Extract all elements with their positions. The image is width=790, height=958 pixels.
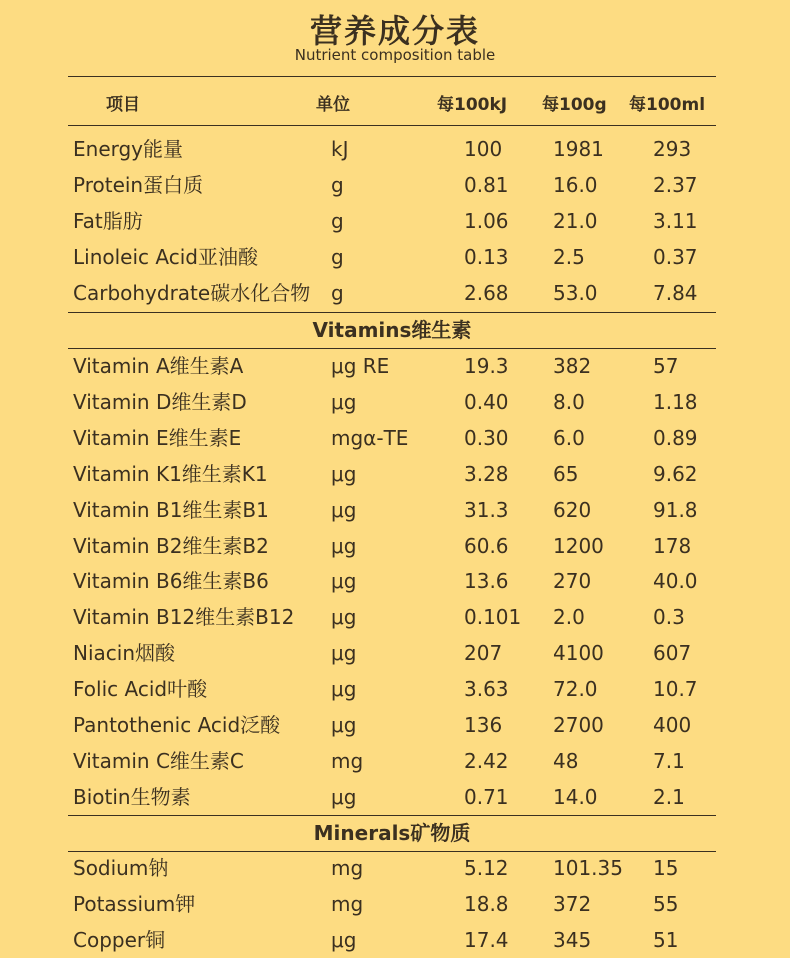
nutrient-name: Potassium钾 — [73, 892, 196, 916]
value-per-100kj: 0.13 — [464, 245, 509, 269]
value-per-100kj: 1.06 — [464, 209, 509, 233]
value-per-100ml: 3.11 — [653, 209, 698, 233]
unit-cell: μg RE — [331, 354, 390, 378]
nutrient-name: Sodium钠 — [73, 856, 169, 880]
value-per-100ml: 9.62 — [653, 461, 698, 486]
table-row — [0, 275, 790, 311]
value-per-100g: 1981 — [553, 137, 604, 161]
header-top-rule — [68, 76, 716, 77]
table-row — [0, 239, 790, 275]
value-per-100ml: 2.1 — [653, 784, 685, 809]
table-row — [0, 850, 790, 886]
unit-cell: μg — [331, 497, 357, 522]
vitamins-section-title: Vitamins维生素 — [312, 318, 472, 342]
value-per-100ml: 0.37 — [653, 245, 698, 269]
header-unit: 单位 — [316, 95, 350, 115]
header-per-100g: 每100g — [542, 95, 607, 115]
table-row — [0, 671, 790, 707]
header-bottom-rule — [68, 125, 716, 126]
unit-cell: μg — [331, 784, 357, 809]
value-per-100kj: 207 — [464, 641, 503, 666]
value-per-100kj: 3.28 — [464, 461, 509, 486]
value-per-100kj: 60.6 — [464, 533, 509, 558]
value-per-100g: 16.0 — [553, 173, 598, 197]
table-row — [0, 492, 790, 528]
value-per-100kj: 100 — [464, 137, 503, 161]
value-per-100g: 8.0 — [553, 389, 585, 414]
value-per-100ml: 40.0 — [653, 569, 698, 594]
nutrient-name: Pantothenic Acid泛酸 — [73, 713, 281, 737]
table-subtitle: Nutrient composition table — [294, 46, 496, 64]
table-row — [0, 635, 790, 671]
unit-cell: μg — [331, 713, 357, 737]
value-per-100ml: 400 — [653, 713, 692, 737]
value-per-100ml: 91.8 — [653, 497, 698, 522]
unit-cell: g — [331, 245, 344, 269]
value-per-100ml: 0.3 — [653, 605, 685, 630]
unit-cell: μg — [331, 677, 357, 702]
nutrient-name: Energy能量 — [73, 137, 184, 161]
nutrient-name: Vitamin C维生素C — [73, 748, 244, 773]
unit-cell: μg — [331, 605, 357, 630]
header-item: 项目 — [106, 95, 140, 115]
table-row — [0, 131, 790, 167]
nutrient-name: Vitamin A维生素A — [73, 354, 244, 378]
table-row — [0, 599, 790, 635]
value-per-100kj: 18.8 — [464, 892, 509, 916]
table-row — [0, 203, 790, 239]
nutrient-name: Linoleic Acid亚油酸 — [73, 245, 258, 269]
value-per-100ml: 51 — [653, 928, 679, 952]
value-per-100ml: 7.84 — [653, 281, 698, 305]
unit-cell: mg — [331, 748, 364, 773]
value-per-100kj: 0.71 — [464, 784, 509, 809]
value-per-100g: 6.0 — [553, 425, 585, 450]
value-per-100g: 14.0 — [553, 784, 598, 809]
value-per-100ml: 293 — [653, 137, 692, 161]
value-per-100g: 48 — [553, 748, 579, 773]
table-row — [0, 528, 790, 564]
table-row — [0, 563, 790, 599]
value-per-100ml: 178 — [653, 533, 692, 558]
value-per-100g: 620 — [553, 497, 592, 522]
nutrient-name: Fat脂肪 — [73, 209, 143, 233]
value-per-100g: 372 — [553, 892, 592, 916]
header-per-100kj: 每100kJ — [437, 95, 508, 115]
value-per-100ml: 2.37 — [653, 173, 698, 197]
value-per-100kj: 0.81 — [464, 173, 509, 197]
table-row — [0, 886, 790, 922]
table-row — [0, 922, 790, 958]
value-per-100kj: 13.6 — [464, 569, 509, 594]
value-per-100kj: 3.63 — [464, 677, 509, 702]
value-per-100kj: 31.3 — [464, 497, 509, 522]
value-per-100g: 382 — [553, 354, 592, 378]
unit-cell: μg — [331, 389, 357, 414]
nutrient-name: Vitamin K1维生素K1 — [73, 461, 268, 486]
value-per-100kj: 0.30 — [464, 425, 509, 450]
nutrient-name: Folic Acid叶酸 — [73, 677, 208, 702]
unit-cell: μg — [331, 533, 357, 558]
value-per-100kj: 0.40 — [464, 389, 509, 414]
unit-cell: mgα-TE — [331, 425, 409, 450]
value-per-100g: 2700 — [553, 713, 604, 737]
nutrient-name: Biotin生物素 — [73, 784, 191, 809]
table-row — [0, 456, 790, 492]
value-per-100g: 65 — [553, 461, 579, 486]
nutrient-name: Copper铜 — [73, 928, 166, 952]
table-row — [0, 743, 790, 779]
value-per-100g: 2.5 — [553, 245, 585, 269]
unit-cell: g — [331, 173, 344, 197]
value-per-100kj: 2.42 — [464, 748, 509, 773]
unit-cell: mg — [331, 892, 364, 916]
nutrient-name: Niacin烟酸 — [73, 641, 176, 666]
table-row — [0, 167, 790, 203]
nutrient-name: Vitamin E维生素E — [73, 425, 242, 450]
value-per-100ml: 1.18 — [653, 389, 698, 414]
value-per-100g: 101.35 — [553, 856, 623, 880]
value-per-100ml: 57 — [653, 354, 679, 378]
nutrient-name: Vitamin B1维生素B1 — [73, 497, 269, 522]
table-row — [0, 420, 790, 456]
nutrient-name: Vitamin B12维生素B12 — [73, 605, 295, 630]
value-per-100ml: 7.1 — [653, 748, 685, 773]
value-per-100kj: 0.101 — [464, 605, 522, 630]
value-per-100ml: 15 — [653, 856, 679, 880]
value-per-100ml: 55 — [653, 892, 679, 916]
unit-cell: μg — [331, 461, 357, 486]
nutrient-name: Protein蛋白质 — [73, 173, 204, 197]
value-per-100kj: 2.68 — [464, 281, 509, 305]
unit-cell: mg — [331, 856, 364, 880]
value-per-100kj: 136 — [464, 713, 503, 737]
table-row — [0, 779, 790, 815]
nutrient-name: Vitamin D维生素D — [73, 389, 247, 414]
value-per-100g: 53.0 — [553, 281, 598, 305]
unit-cell: kJ — [331, 137, 349, 161]
unit-cell: μg — [331, 928, 357, 952]
table-row — [0, 348, 790, 384]
unit-cell: g — [331, 209, 344, 233]
value-per-100g: 1200 — [553, 533, 604, 558]
value-per-100g: 345 — [553, 928, 592, 952]
unit-cell: μg — [331, 569, 357, 594]
table-row — [0, 384, 790, 420]
header-per-100ml: 每100ml — [629, 95, 706, 115]
value-per-100ml: 10.7 — [653, 677, 698, 702]
value-per-100kj: 19.3 — [464, 354, 509, 378]
value-per-100g: 270 — [553, 569, 592, 594]
table-row — [0, 707, 790, 743]
value-per-100ml: 607 — [653, 641, 692, 666]
value-per-100ml: 0.89 — [653, 425, 698, 450]
minerals-section-title: Minerals矿物质 — [313, 821, 471, 845]
table-title: 营养成分表 — [309, 12, 480, 50]
unit-cell: μg — [331, 641, 357, 666]
value-per-100g: 2.0 — [553, 605, 585, 630]
value-per-100g: 4100 — [553, 641, 604, 666]
value-per-100g: 21.0 — [553, 209, 598, 233]
nutrient-name: Carbohydrate碳水化合物 — [73, 281, 311, 305]
value-per-100kj: 5.12 — [464, 856, 509, 880]
nutrient-name: Vitamin B2维生素B2 — [73, 533, 269, 558]
unit-cell: g — [331, 281, 344, 305]
value-per-100kj: 17.4 — [464, 928, 509, 952]
value-per-100g: 72.0 — [553, 677, 598, 702]
nutrient-name: Vitamin B6维生素B6 — [73, 569, 269, 594]
